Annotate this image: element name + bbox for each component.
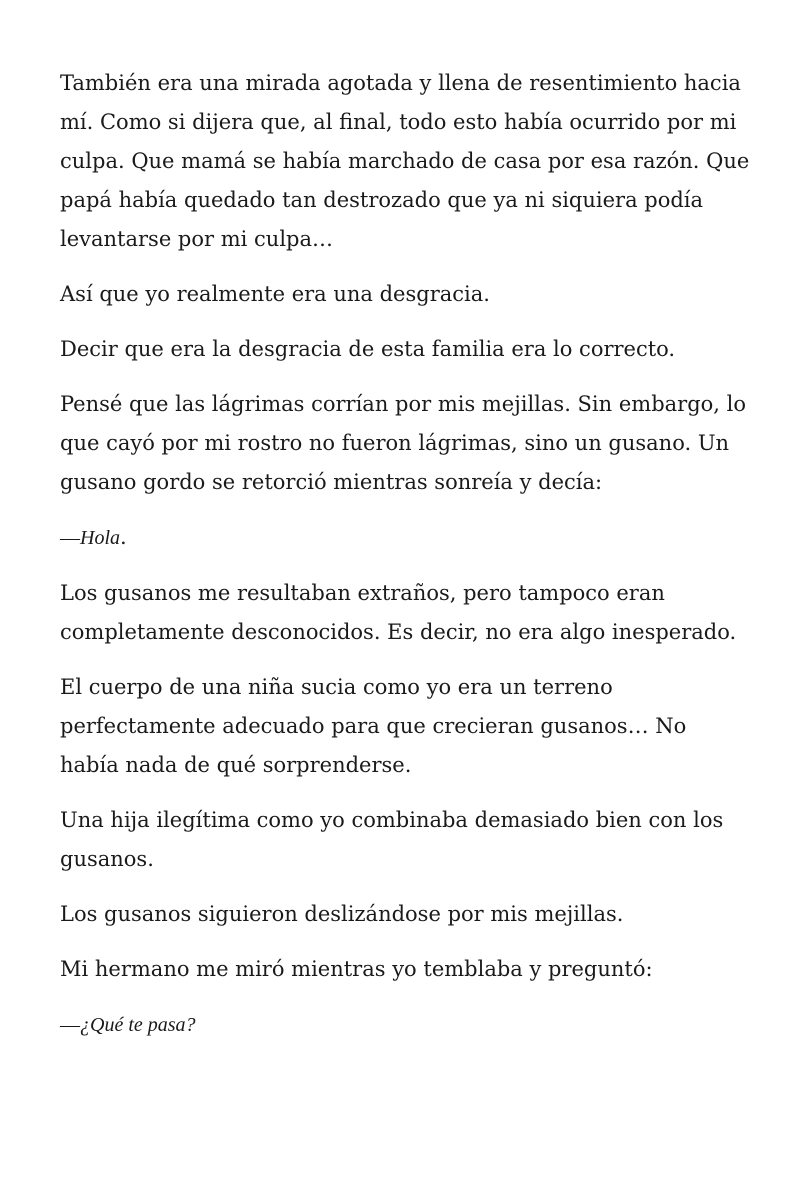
paragraph: El cuerpo de una niña sucia como yo era un terreno perfectamente adecuado para que crecieran gusanos… No había nada de qué sorprenderse. bbox=[60, 675, 687, 777]
dialogue-text: ¿Qué te pasa? bbox=[80, 1014, 196, 1036]
paragraph: También era una mirada agotada y llena de resentimiento hacia mí. Como si dijera que, al final, todo esto había ocurrido por mi culpa. Que mamá se había marchado de casa por esa razón. Que papá había quedado tan destrozado que ya ni siquiera podía levantarse por mi culpa… bbox=[60, 71, 750, 251]
dialogue-line bbox=[60, 518, 750, 558]
paragraph: Mi hermano me miró mientras yo temblaba y preguntó: bbox=[60, 957, 653, 981]
dialogue-dash: — bbox=[60, 527, 80, 549]
paragraph: Una hija ilegítima como yo combinaba demasiado bien con los gusanos. bbox=[60, 808, 724, 871]
paragraph: Decir que era la desgracia de esta familia era lo correcto. bbox=[60, 337, 676, 361]
paragraph: Pensé que las lágrimas corrían por mis mejillas. Sin embargo, lo que cayó por mi rostro no fueron lágrimas, sino un gusano. Un gusano gordo se retorció mientras sonreía y decía: bbox=[60, 392, 746, 494]
paragraph: Así que yo realmente era una desgracia. bbox=[60, 282, 490, 306]
paragraph: Los gusanos me resultaban extraños, pero tampoco eran completamente desconocidos. Es decir, no era algo inesperado. bbox=[60, 581, 737, 644]
dialogue-text: Hola bbox=[80, 527, 120, 549]
dialogue-dash: — bbox=[60, 1014, 80, 1036]
paragraph: Los gusanos siguieron deslizándose por mis mejillas. bbox=[60, 902, 624, 926]
dialogue-line bbox=[60, 1005, 750, 1045]
document-page bbox=[60, 64, 750, 1061]
dialogue-punctuation: . bbox=[120, 525, 127, 549]
